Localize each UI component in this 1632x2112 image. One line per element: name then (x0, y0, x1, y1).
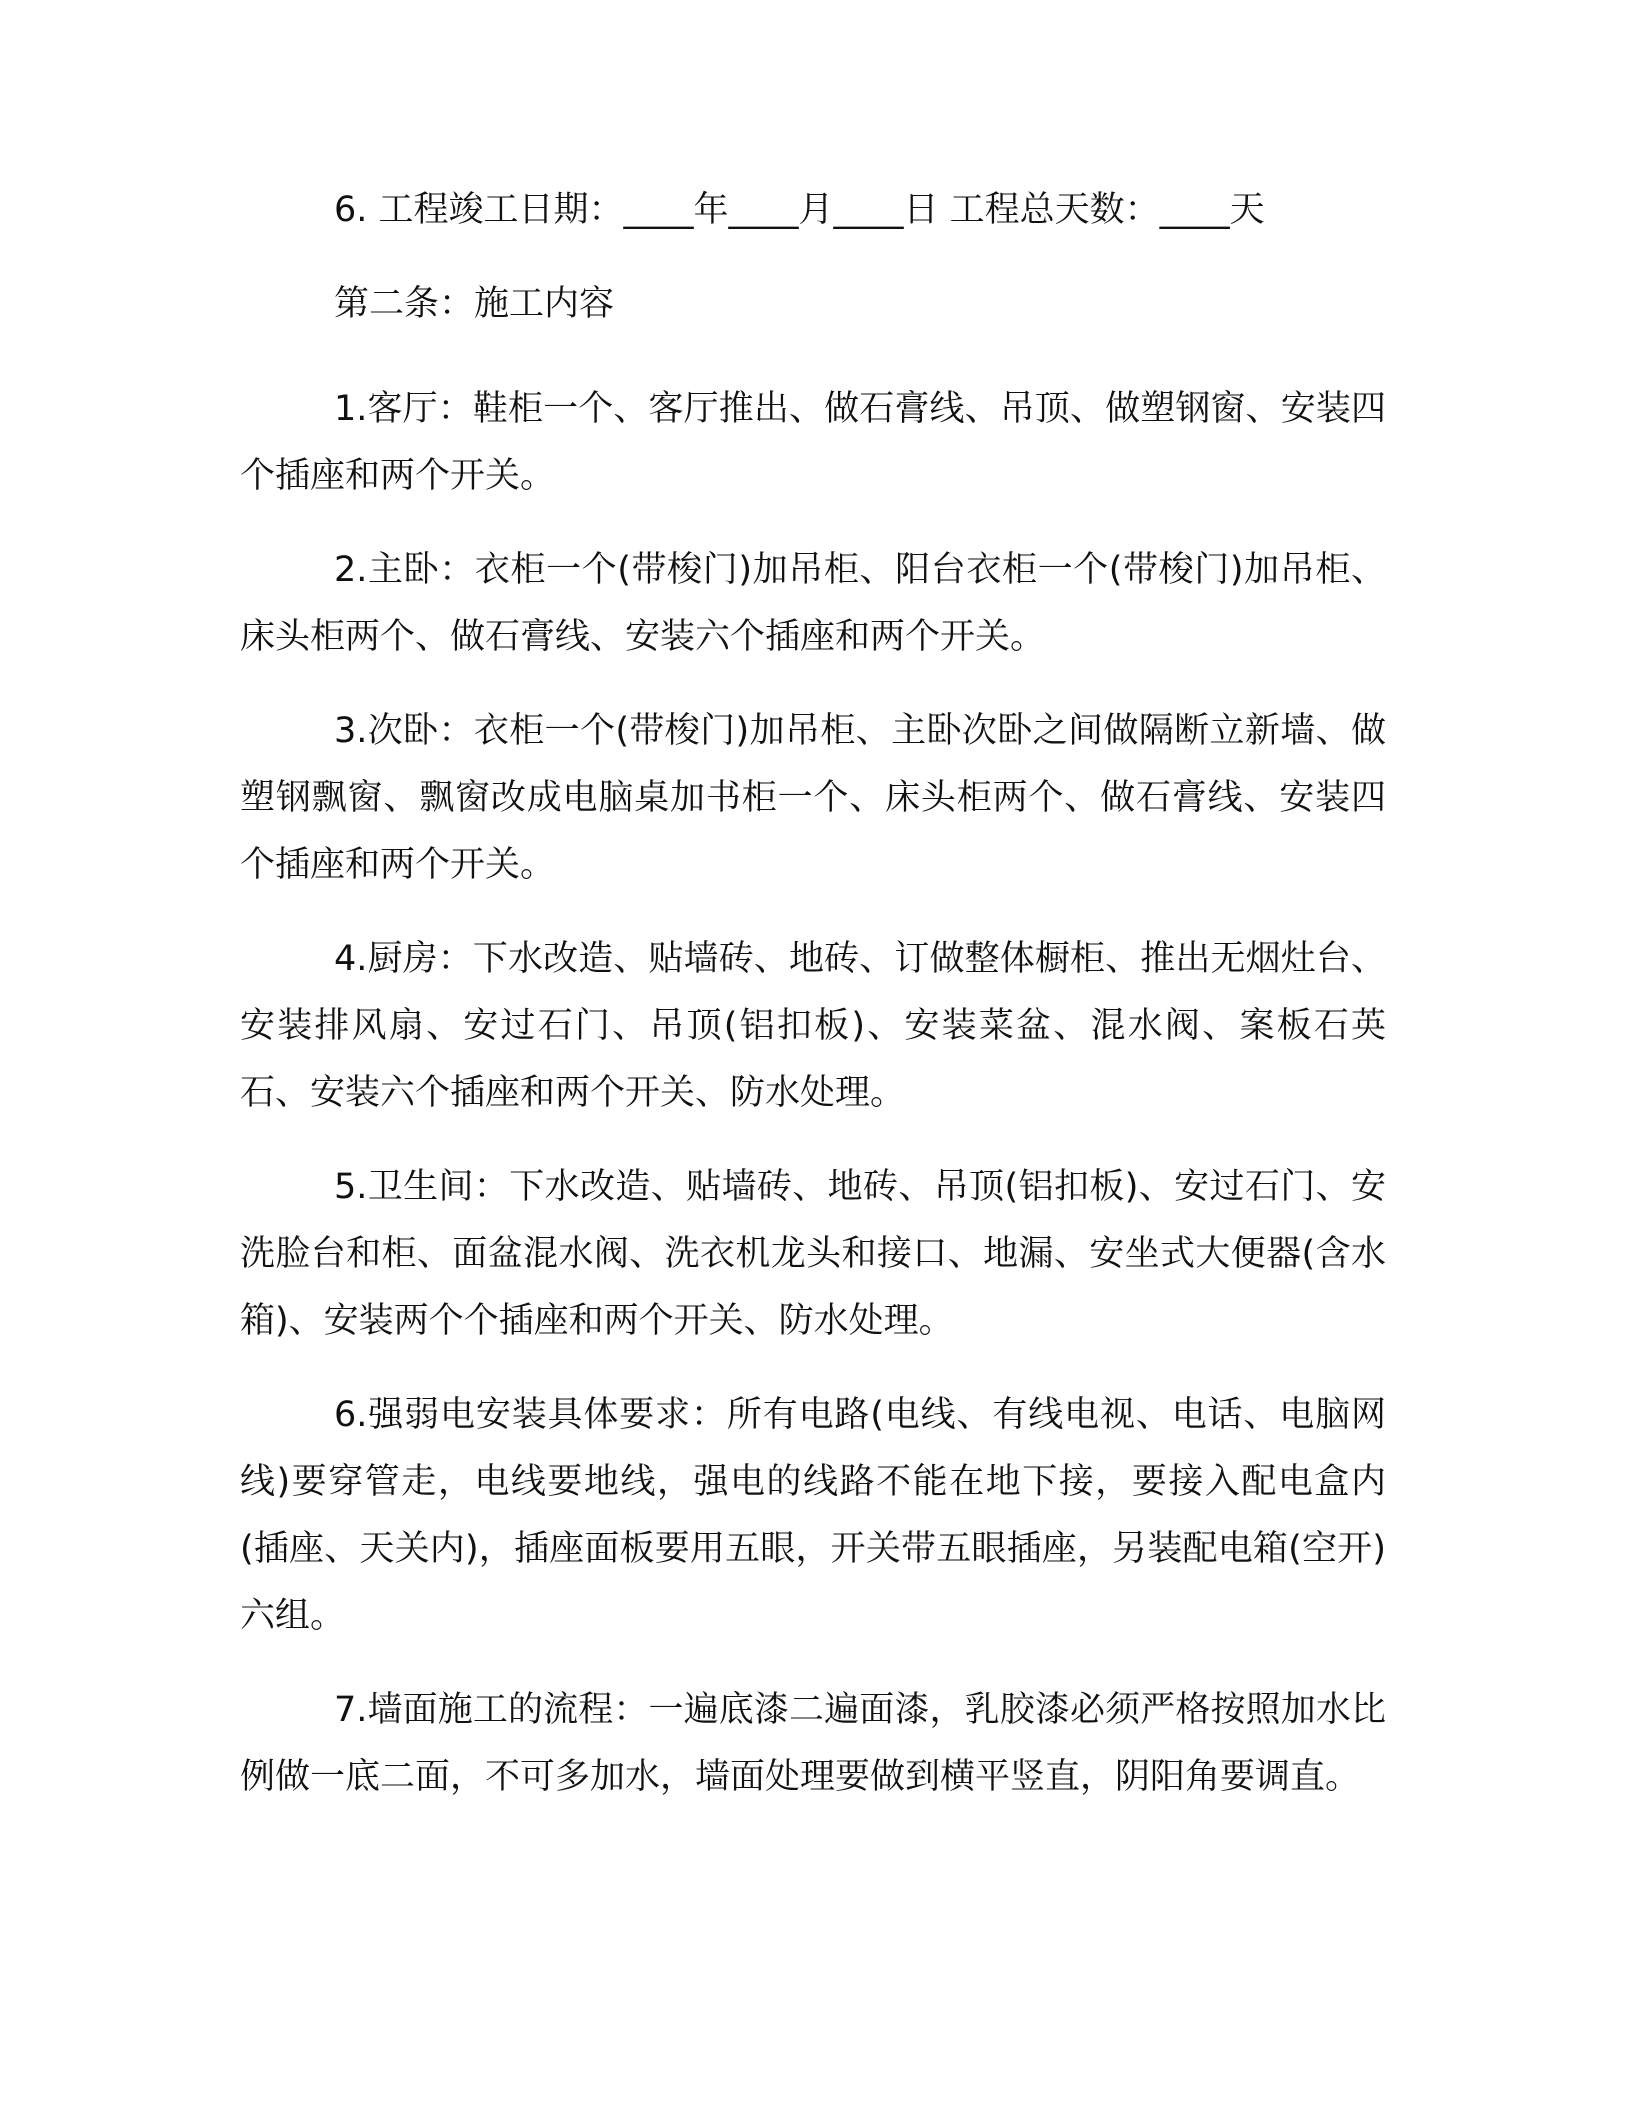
section-heading: 第二条：施工内容 (334, 284, 615, 324)
item-living-room: 1.客厅：鞋柜一个、客厅推出、做石膏线、吊顶、做塑钢窗、安装四个插座和两个开关。 (240, 389, 1386, 496)
item-wall-painting: 7.墙面施工的流程：一遍底漆二遍面漆，乳胶漆必须严格按照加水比例做一底二面，不可多加水，墙面处理要做到横平竖直，阴阳角要调直。 (240, 1690, 1386, 1797)
item-master-bedroom: 2.主卧：衣柜一个(带梭门)加吊柜、阳台衣柜一个(带梭门)加吊柜、床头柜两个、做石膏线、安装六个插座和两个开关。 (240, 550, 1386, 657)
item-second-bedroom: 3.次卧：衣柜一个(带梭门)加吊柜、主卧次卧之间做隔断立新墙、做塑钢飘窗、飘窗改成电脑桌加书柜一个、床头柜两个、做石膏线、安装四个插座和两个开关。 (240, 711, 1386, 885)
item-kitchen: 4.厨房：下水改造、贴墙砖、地砖、订做整体橱柜、推出无烟灶台、安装排风扇、安过石门、吊顶(铝扣板)、安装菜盆、混水阀、案板石英石、安装六个插座和两个开关、防水处理。 (240, 939, 1386, 1113)
completion-date-line: 6. 工程竣工日期：____年____月____日 工程总天数：____天 (334, 190, 1265, 230)
document-page (240, 188, 1386, 1838)
item-electrical: 6.强弱电安装具体要求：所有电路(电线、有线电视、电话、电脑网线)要穿管走，电线要地线，强电的线路不能在地下接，要接入配电盒内(插座、天关内)，插座面板要用五眼，开关带五眼插座，另装配电箱(空开)六组。 (240, 1395, 1386, 1636)
item-bathroom: 5.卫生间：下水改造、贴墙砖、地砖、吊顶(铝扣板)、安过石门、安洗脸台和柜、面盆混水阀、洗衣机龙头和接口、地漏、安坐式大便器(含水箱)、安装两个个插座和两个开关、防水处理。 (240, 1167, 1386, 1341)
